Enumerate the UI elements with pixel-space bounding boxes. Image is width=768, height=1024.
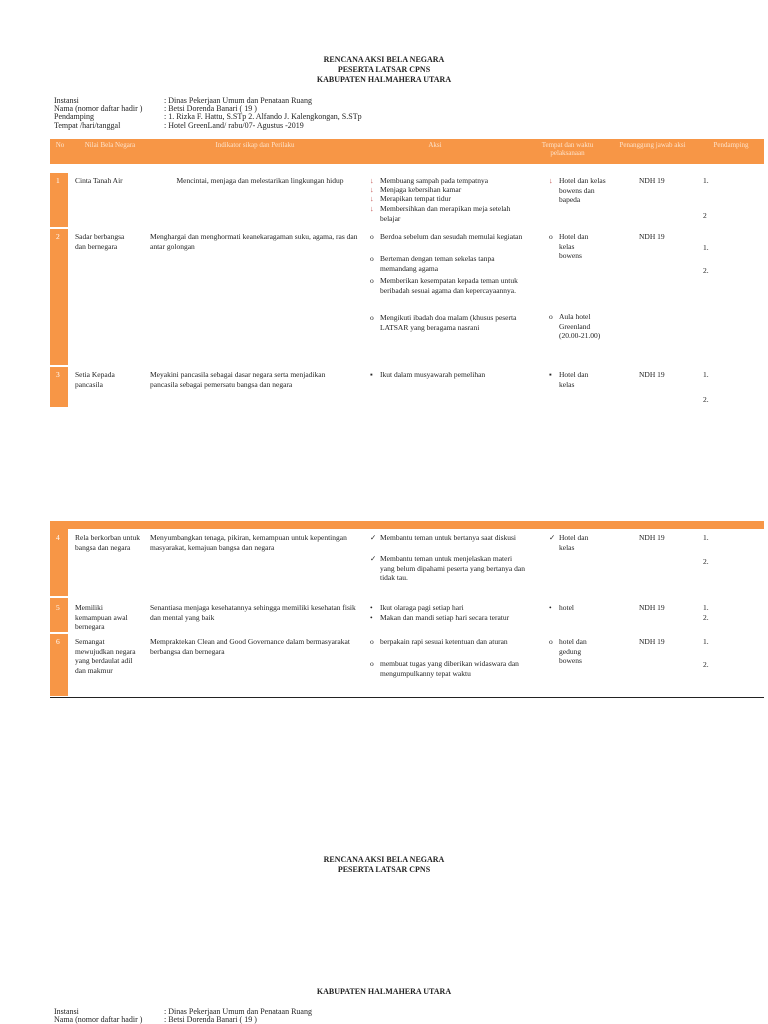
pendamping-2: 2. — [703, 266, 709, 275]
aksi-item — [370, 603, 530, 613]
meta-value: : 1. Rizka F. Hattu, S.STp 2. Alfando J. Kalengkongan, S.STp — [164, 112, 362, 122]
indikator-cell: Menyumbangkan tenaga, pikiran, kemampuan untuk kepentingan masyarakat, kemajuan bangsa dan negara — [150, 533, 347, 552]
tempat-item — [549, 603, 614, 613]
aksi-text: Ikut dalam musyawarah pemelihan — [380, 370, 486, 379]
indikator-cell: Menghargai dan menghormati keanekaragaman suku, agama, ras dan antar golongan — [150, 232, 358, 251]
nilai-cell: Sadar berbangsa dan bernegara — [75, 232, 125, 251]
document-title-2 — [0, 855, 768, 875]
aksi-text: Berteman dengan teman sekelas tanpa memandang agama — [380, 254, 495, 273]
title-line: KABUPATEN HALMAHERA UTARA — [316, 75, 452, 84]
pendamping-2: 2. — [703, 395, 709, 404]
row-number: 2 — [56, 232, 60, 241]
pendamping-1: 1. — [703, 533, 709, 542]
pendamping-1: 1. — [703, 603, 709, 612]
table-header — [50, 139, 764, 164]
aksi-text: Merapikan tempat tidur — [380, 194, 451, 203]
aksi-item — [370, 276, 530, 295]
tempat-text: Hotel dan kelas — [559, 533, 589, 552]
dot-bullet-icon: • — [549, 603, 552, 612]
pendamping-1: 1. — [703, 176, 709, 185]
circle-bullet-icon: o — [370, 254, 374, 263]
pendamping-1: 1. — [703, 637, 709, 646]
circle-bullet-icon: o — [370, 637, 374, 646]
aksi-item — [370, 659, 530, 678]
document-title — [0, 55, 768, 85]
meta-value: : Dinas Pekerjaan Umum dan Penataan Ruang — [164, 96, 312, 105]
nilai-cell: Semangat mewujudkan negara yang berdaulat adil dan makmur — [75, 637, 136, 675]
aksi-item — [370, 254, 530, 273]
pendamping-2: 2. — [703, 660, 709, 669]
meta-key: Nama (nomor daftar hadir ) — [54, 1015, 143, 1024]
tempat-item — [549, 312, 614, 341]
nilai-cell: Cinta Tanah Air — [75, 176, 123, 185]
meta-value: : Betsi Dorenda Banari ( 19 ) — [164, 1015, 257, 1024]
meta-block — [54, 97, 362, 130]
square-bullet-icon: ▪ — [549, 370, 552, 379]
header-tempat: Tempat dan waktu pelaksanaan — [541, 141, 594, 157]
circle-bullet-icon: o — [370, 659, 374, 668]
aksi-text: Membantu teman untuk bertanya saat diskusi — [380, 533, 517, 542]
aksi-text: berpakain rapi sesuai ketentuan dan aturan — [380, 637, 508, 646]
title-line: KABUPATEN HALMAHERA UTARA — [316, 987, 452, 996]
nilai-cell: Setia Kepada pancasila — [75, 370, 115, 389]
arrow-bullet-icon: ↓ — [370, 204, 374, 213]
aksi-item — [370, 194, 530, 204]
title-line: PESERTA LATSAR CPNS — [337, 865, 431, 874]
aksi-text: Mengikuti ibadah doa malam (khusus peserta LATSAR yang beragama nasrani — [380, 313, 517, 332]
pendamping-2: 2 — [703, 211, 707, 220]
title-line: RENCANA AKSI BELA NEGARA — [323, 855, 445, 864]
nilai-cell: Rela berkorban untuk bangsa dan negara — [75, 533, 140, 552]
meta-row-tempat — [54, 122, 362, 130]
aksi-text: Menjaga kebersihan kamar — [380, 185, 462, 194]
row-number: 6 — [56, 637, 60, 646]
check-bullet-icon: ✓ — [370, 533, 377, 542]
tempat-text: Hotel dan kelas bowens dan bapeda — [559, 176, 606, 204]
row-number: 5 — [56, 603, 60, 612]
tempat-item — [549, 637, 614, 666]
dot-bullet-icon: • — [370, 603, 373, 612]
aksi-text: Makan dan mandi setiap hari secara teratur — [380, 613, 510, 622]
meta-row-nama — [54, 1016, 312, 1024]
meta-key: Tempat /hari/tanggal — [54, 120, 121, 130]
aksi-text: Memberikan kesempatan kepada teman untuk beribadah sesuai agama dan kepercayaannya. — [380, 276, 518, 295]
header-pj: Penanggung jawab aksi — [619, 141, 686, 149]
circle-bullet-icon: o — [370, 276, 374, 285]
header-pendamping: Pendamping — [713, 141, 749, 149]
aksi-item — [370, 313, 530, 332]
pj-cell: NDH 19 — [639, 370, 665, 379]
meta-key: Pendamping — [54, 112, 94, 122]
header-no: No — [55, 141, 65, 149]
aksi-text: Membuang sampah pada tempatnya — [380, 176, 489, 185]
row-number: 1 — [56, 176, 60, 185]
pendamping-1: 1. — [703, 243, 709, 252]
aksi-item — [370, 613, 530, 623]
arrow-bullet-icon: ↓ — [370, 194, 374, 203]
circle-bullet-icon: o — [370, 232, 374, 241]
circle-bullet-icon: o — [370, 313, 374, 322]
square-bullet-icon: ▪ — [370, 370, 373, 379]
tempat-item — [549, 370, 614, 389]
table-bottom-border — [50, 697, 764, 698]
tempat-text: hotel dan gedung bowens — [559, 637, 587, 665]
aksi-text: Membersihkan dan merapikan meja setelah belajar — [380, 204, 511, 223]
tempat-text: Hotel dan kelas bowens — [559, 232, 589, 260]
circle-bullet-icon: o — [549, 637, 553, 646]
pj-cell: NDH 19 — [639, 637, 665, 646]
arrow-bullet-icon: ↓ — [370, 176, 374, 185]
arrow-bullet-icon: ↓ — [549, 176, 553, 185]
check-bullet-icon: ✓ — [549, 533, 556, 542]
nilai-cell: Memiliki kemampuan awal bernegara — [75, 603, 128, 631]
meta-value: : Hotel GreenLand/ rabu/07- Agustus -2019 — [164, 120, 304, 130]
aksi-text: membuat tugas yang diberikan widaswara dan mengumpulkanny tepat waktu — [380, 659, 519, 678]
meta-key: Instansi — [54, 1007, 79, 1016]
row-number-band — [50, 229, 68, 365]
header-aksi: Aksi — [428, 141, 442, 149]
pendamping-1: 1. — [703, 370, 709, 379]
row-number: 4 — [56, 533, 60, 542]
pj-cell: NDH 19 — [639, 533, 665, 542]
tempat-text: Aula hotel Greenland (20.00-21.00) — [559, 312, 601, 340]
meta-value: : Betsi Dorenda Banari ( 19 ) — [164, 104, 257, 114]
indikator-cell: Mencintai, menjaga dan melestarikan lingkungan hidup — [176, 176, 344, 185]
aksi-item — [370, 232, 530, 242]
dot-bullet-icon: • — [370, 613, 373, 622]
meta-value: : Dinas Pekerjaan Umum dan Penataan Ruang — [164, 1007, 312, 1016]
aksi-item — [370, 554, 530, 583]
tempat-item — [549, 232, 614, 261]
aksi-item — [370, 204, 530, 223]
tempat-item — [549, 176, 614, 205]
pendamping-2: 2. — [703, 613, 709, 622]
aksi-item — [370, 370, 530, 380]
aksi-text: Berdoa sebelum dan sesudah memulai kegiatan — [380, 232, 523, 241]
meta-block-2 — [54, 1008, 312, 1024]
row-number: 3 — [56, 370, 60, 379]
pj-cell: NDH 19 — [639, 232, 665, 241]
indikator-cell: Meyakini pancasila sebagai dasar negara serta menjadikan pancasila sebagai pemersatu bangsa dan negara — [150, 370, 326, 389]
tempat-item — [549, 533, 614, 552]
pj-cell: NDH 19 — [639, 603, 665, 612]
pendamping-2: 2. — [703, 557, 709, 566]
arrow-bullet-icon: ↓ — [370, 185, 374, 194]
header-nilai: Nilai Bela Negara — [84, 141, 136, 149]
tempat-text: Hotel dan kelas — [559, 370, 589, 389]
header-indikator: Indikator sikap dan Perilaku — [215, 141, 295, 149]
circle-bullet-icon: o — [549, 312, 553, 321]
aksi-text: Membantu teman untuk menjelaskan materi yang belum dipahami peserta yang bertanya dan tidak tau. — [380, 554, 525, 582]
indikator-cell: Senantiasa menjaga kesehatannya sehingga memiliki kesehatan fisik dan mental yang baik — [150, 603, 356, 622]
document-subtitle-2 — [0, 987, 768, 997]
meta-key: Nama (nomor daftar hadir ) — [54, 104, 143, 114]
aksi-text: Ikut olaraga pagi setiap hari — [380, 603, 464, 612]
indikator-cell: Mempraktekan Clean and Good Governance dalam bermasyarakat berbangsa dan bernegara — [150, 637, 350, 656]
check-bullet-icon: ✓ — [370, 554, 377, 563]
title-line: PESERTA LATSAR CPNS — [337, 65, 431, 74]
title-line: RENCANA AKSI BELA NEGARA — [323, 55, 445, 64]
pj-cell: NDH 19 — [639, 176, 665, 185]
aksi-item — [370, 637, 530, 647]
aksi-item — [370, 533, 530, 543]
table-header-strip — [50, 521, 764, 529]
meta-key: Instansi — [54, 96, 79, 105]
tempat-text: hotel — [559, 603, 574, 612]
circle-bullet-icon: o — [549, 232, 553, 241]
